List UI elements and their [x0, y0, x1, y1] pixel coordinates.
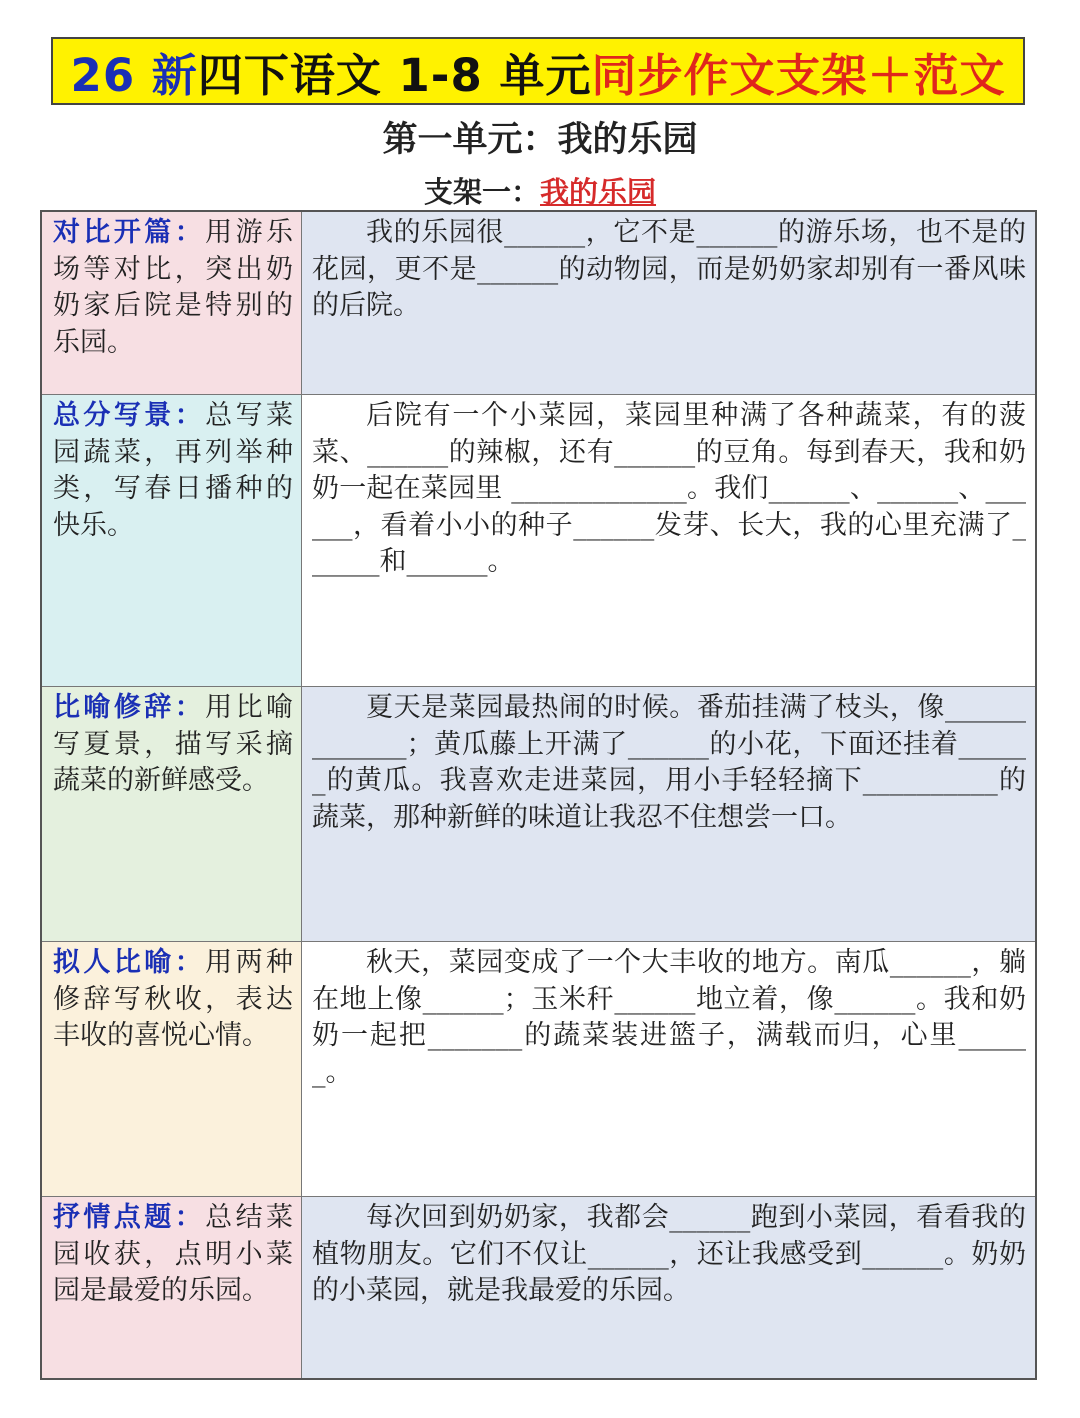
writing-frame-table — [40, 210, 1037, 1380]
header-year: 26 新 — [70, 48, 198, 102]
table-row — [42, 1197, 1035, 1378]
fill-blank-paragraph: 秋天，菜园变成了一个大丰收的地方。南瓜______，躺在地上像______；玉米秆______地立着，像______。我和奶奶一起把_______的蔬菜装进篮子，满载而归，心里______。 — [312, 947, 1026, 1088]
table-row — [42, 942, 1035, 1197]
fill-blank-paragraph: 我的乐园很______，它不是______的游乐场，也不是的花园，更不是______的动物园，而是奶奶家却别有一番风味的后院。 — [312, 217, 1026, 321]
guide-text: 总写菜园蔬菜，再列举种类，写春日播种的快乐。 — [53, 400, 294, 541]
guide-cell — [42, 212, 302, 394]
text-cell — [302, 395, 1035, 686]
guide-keyword: 拟人比喻： — [53, 947, 206, 978]
guide-text: 用比喻写夏景，描写采摘蔬菜的新鲜感受。 — [53, 692, 294, 796]
guide-cell — [42, 1197, 302, 1378]
guide-cell — [42, 942, 302, 1196]
header-banner — [51, 37, 1025, 105]
guide-cell — [42, 395, 302, 686]
guide-cell — [42, 687, 302, 941]
unit-title: 第一单元：我的乐园 — [382, 120, 698, 160]
frame-prefix: 支架一： — [423, 175, 540, 209]
header-grade: 四下语文 1-8 单元 — [197, 48, 592, 102]
fill-blank-paragraph: 后院有一个小菜园，菜园里种满了各种蔬菜，有的菠菜、______的辣椒，还有______的豆角。每到春天，我和奶奶一起在菜园里 _____________。我们______、______、______，看着小小的种子______发芽、长大，我的心里充满了______和______。 — [312, 400, 1026, 577]
guide-text: 用游乐场等对比，突出奶奶家后院是特别的乐园。 — [53, 217, 294, 358]
table-row — [42, 395, 1035, 687]
text-cell — [302, 687, 1035, 941]
guide-text: 总结菜园收获，点明小菜园是最爱的乐园。 — [53, 1202, 294, 1306]
table-row — [42, 212, 1035, 395]
frame-title — [0, 170, 1080, 211]
fill-blank-paragraph: 每次回到奶奶家，我都会______跑到小菜园，看看我的植物朋友。它们不仅让______，还让我感受到______。奶奶的小菜园，就是我最爱的乐园。 — [312, 1202, 1026, 1306]
guide-keyword: 对比开篇： — [53, 217, 206, 248]
guide-keyword: 总分写景： — [53, 400, 206, 431]
header-topic: 同步作文支架＋范文 — [591, 48, 1006, 102]
guide-text: 用两种修辞写秋收，表达丰收的喜悦心情。 — [53, 947, 294, 1051]
guide-keyword: 抒情点题： — [53, 1202, 206, 1233]
table-row — [42, 687, 1035, 942]
guide-keyword: 比喻修辞： — [53, 692, 206, 723]
text-cell — [302, 212, 1035, 394]
frame-name: 我的乐园 — [540, 175, 657, 209]
text-cell — [302, 1197, 1035, 1378]
fill-blank-paragraph: 夏天是菜园最热闹的时候。番茄挂满了枝头，像_____________；黄瓜藤上开满了______的小花，下面还挂着______的黄瓜。我喜欢走进菜园，用小手轻轻摘下__________的蔬菜，那种新鲜的味道让我忍不住想尝一口。 — [312, 692, 1026, 833]
text-cell — [302, 942, 1035, 1196]
